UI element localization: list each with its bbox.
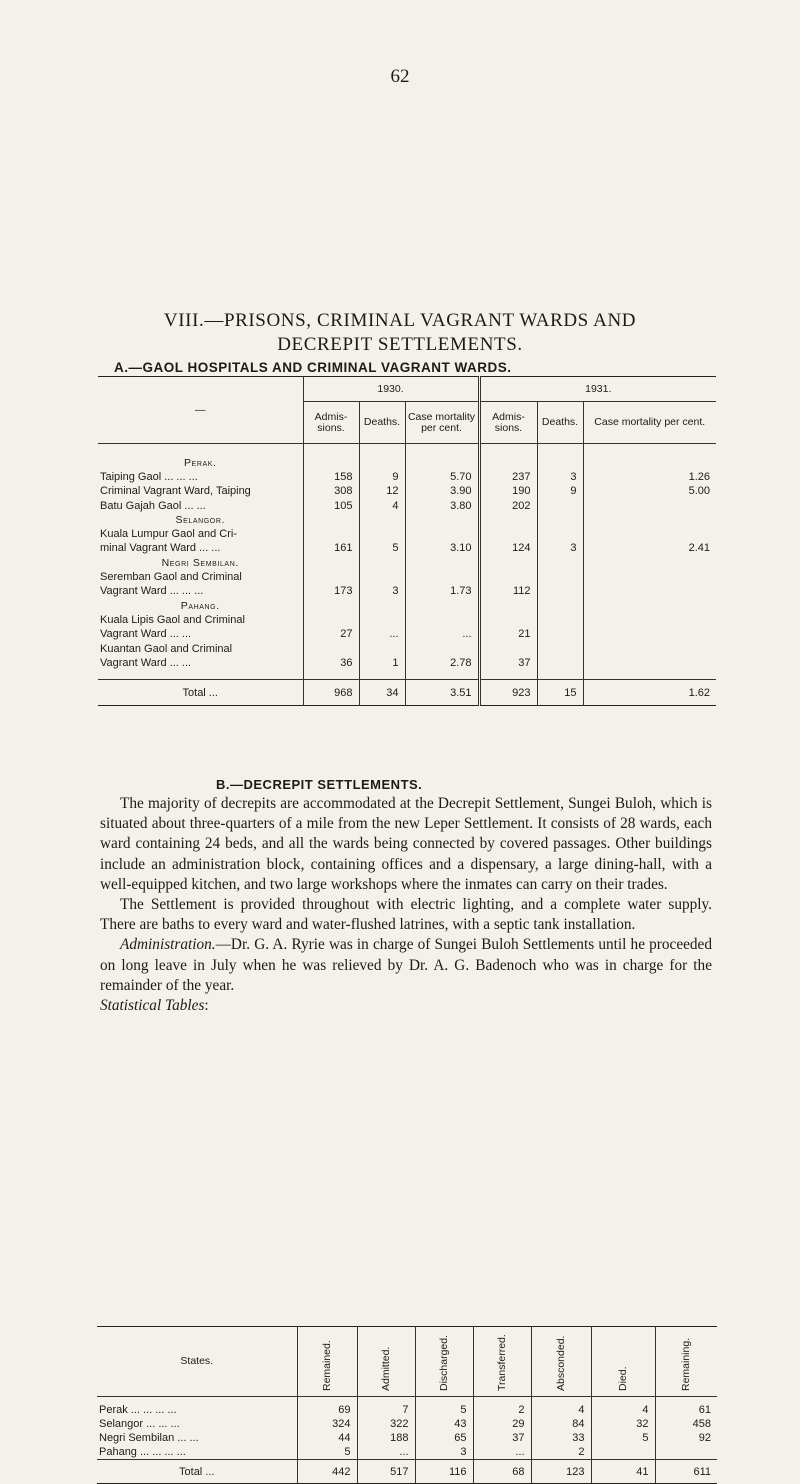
table-cell [591, 1445, 655, 1460]
table-cell [583, 556, 716, 570]
table-cell [303, 456, 359, 470]
total-cell: 611 [693, 1465, 711, 1478]
table-cell [479, 513, 537, 527]
column-header [531, 1327, 591, 1397]
table-cell: 173 [303, 584, 359, 598]
state-heading: Perak. [98, 456, 303, 470]
header-deaths-1931: Deaths. [537, 402, 583, 444]
total-cell: 1.62 [688, 686, 710, 699]
table-total-row [98, 680, 716, 706]
table-cell: 161 [303, 541, 359, 555]
column-header [591, 1327, 655, 1397]
column-header [357, 1327, 415, 1397]
table-cell [583, 570, 716, 584]
table-cell [303, 513, 359, 527]
total-cell: 34 [359, 680, 405, 706]
table-cell [537, 656, 583, 670]
header-year-1930: 1930. [303, 377, 479, 402]
table-row [98, 641, 716, 655]
table-cell [537, 570, 583, 584]
table-cell: 44 [297, 1431, 357, 1445]
table-cell: 190 [479, 484, 537, 498]
table-cell [359, 456, 405, 470]
table-cell: 27 [303, 627, 359, 641]
column-header-text: Remaining. [679, 1337, 692, 1391]
table-cell: 237 [479, 470, 537, 484]
table-cell [479, 613, 537, 627]
table-cell: 322 [357, 1417, 415, 1431]
table-cell: 105 [303, 498, 359, 512]
table-cell: 5 [297, 1445, 357, 1460]
table-cell: 112 [479, 584, 537, 598]
table-cell [405, 527, 479, 541]
table-cell: 2.41 [688, 542, 710, 555]
total-cell: 68 [473, 1460, 531, 1484]
page-number: 62 [390, 66, 410, 87]
table-cell [583, 456, 716, 470]
table-row [98, 627, 716, 641]
table-cell: 33 [531, 1431, 591, 1445]
institution-label: Criminal Vagrant Ward, Taiping [98, 484, 303, 498]
table-cell: 43 [415, 1417, 473, 1431]
table-cell [583, 641, 716, 655]
section-a-heading: A.—GAOL HOSPITALS AND CRIMINAL VAGRANT WARDS. [114, 360, 512, 375]
table-cell: 37 [479, 656, 537, 670]
table-cell [303, 613, 359, 627]
header-dash: — [98, 377, 303, 444]
section-b-heading: B.—DECREPIT SETTLEMENTS. [216, 777, 423, 792]
table-cell: 158 [303, 470, 359, 484]
table-cell: 1.26 [688, 470, 710, 483]
table-cell [405, 613, 479, 627]
table-row [97, 1431, 717, 1445]
table-cell [583, 527, 716, 541]
total-cell: 517 [357, 1460, 415, 1484]
statistical-tables-label: Statistical Tables: [100, 997, 209, 1015]
state-heading: Negri Sembilan. [98, 556, 303, 570]
institution-label: Taiping Gaol ... ... ... [98, 470, 303, 484]
table-cell: 5 [415, 1403, 473, 1417]
total-cell: 41 [591, 1460, 655, 1484]
table-cell [359, 641, 405, 655]
table-cell: 4 [359, 498, 405, 512]
table-cell: 3.80 [405, 498, 479, 512]
gaol-hospitals-table [98, 376, 716, 706]
state-heading: Pahang. [98, 598, 303, 612]
decrepit-settlements-table [97, 1326, 717, 1484]
institution-label: Seremban Gaol and Criminal [98, 570, 303, 584]
column-header-text: Admitted. [379, 1346, 392, 1391]
table-cell: ... [473, 1445, 531, 1460]
table-cell: 3 [415, 1445, 473, 1460]
table-cell: 1.73 [405, 584, 479, 598]
table-cell: 5 [591, 1431, 655, 1445]
column-header: States. [97, 1327, 297, 1397]
institution-label: Vagrant Ward ... ... ... [98, 584, 303, 598]
table-row [98, 498, 716, 512]
column-header [415, 1327, 473, 1397]
paragraph-facilities: The Settlement is provided throughout with electric lighting, and a complete water supply. There are baths to every ward and water-flushed latrines, with a septic tank installation. [100, 896, 712, 934]
table-cell: 3 [537, 541, 583, 555]
table-cell [583, 498, 716, 512]
total-cell: 923 [479, 680, 537, 706]
table-row [98, 470, 716, 484]
table-cell [359, 613, 405, 627]
table-cell: ... [357, 1445, 415, 1460]
table-cell [537, 498, 583, 512]
table-cell [405, 456, 479, 470]
institution-label: Batu Gajah Gaol ... ... [98, 498, 303, 512]
state-label: Selangor ... ... ... [97, 1417, 297, 1431]
institution-label: Kuala Lipis Gaol and Criminal [98, 613, 303, 627]
header-deaths-1930: Deaths. [359, 402, 405, 444]
total-cell: 3.51 [405, 680, 479, 706]
table-cell [303, 598, 359, 612]
institution-label: Kuala Lumpur Gaol and Cri- [98, 527, 303, 541]
table-row [98, 484, 716, 498]
column-header-text: Transferred. [495, 1333, 508, 1391]
table-cell: 3 [537, 470, 583, 484]
table-section-row [98, 456, 716, 470]
administration-text: —Dr. G. A. Ryrie was in charge of Sungei Buloh Settlements until he proceeded on long leave in July when he was relieved by Dr. A. G. Badenoch who was in charge for the remainder of the year. [100, 936, 712, 994]
table-cell: 5.70 [405, 470, 479, 484]
table-cell [479, 598, 537, 612]
table-cell [303, 570, 359, 584]
table-cell [583, 627, 716, 641]
table-cell [537, 456, 583, 470]
state-label: Pahang ... ... ... ... [97, 1445, 297, 1460]
table-cell: 9 [537, 484, 583, 498]
table-cell: ... [405, 627, 479, 641]
state-label: Perak ... ... ... ... [97, 1403, 297, 1417]
table-cell: 324 [297, 1417, 357, 1431]
header-admissions-1930: Admis- sions. [303, 402, 359, 444]
table-cell [303, 641, 359, 655]
table-row [98, 613, 716, 627]
total-cell: 968 [303, 680, 359, 706]
header-case-mortality-1931: Case mortality per cent. [594, 416, 706, 428]
column-header [655, 1327, 717, 1397]
institution-label: minal Vagrant Ward ... ... [98, 541, 303, 555]
table-cell: 3 [359, 584, 405, 598]
total-cell: 123 [531, 1460, 591, 1484]
table-cell [583, 656, 716, 670]
table-cell: 4 [591, 1403, 655, 1417]
total-label: Total ... [97, 1460, 297, 1484]
table-cell [303, 556, 359, 570]
table-cell: 4 [531, 1403, 591, 1417]
table-cell: 7 [357, 1403, 415, 1417]
table-cell: 21 [479, 627, 537, 641]
table-row [98, 541, 716, 555]
table-cell [537, 527, 583, 541]
table-cell [405, 641, 479, 655]
total-cell: 116 [415, 1460, 473, 1484]
table-cell: ... [359, 627, 405, 641]
administration-label: Administration. [120, 936, 216, 954]
table-cell [537, 513, 583, 527]
table-row [98, 656, 716, 670]
table-cell: 61 [698, 1403, 711, 1416]
table-cell [359, 598, 405, 612]
column-header-text: Discharged. [437, 1334, 450, 1391]
table-cell [583, 513, 716, 527]
table-cell: 5 [359, 541, 405, 555]
table-cell [405, 556, 479, 570]
table-cell [537, 584, 583, 598]
header-admissions-1931: Admis- sions. [479, 402, 537, 444]
table-row [98, 584, 716, 598]
table-cell: 69 [297, 1403, 357, 1417]
table-cell [359, 513, 405, 527]
table-cell: 2.78 [405, 656, 479, 670]
table-cell: 84 [531, 1417, 591, 1431]
table-cell: 3.10 [405, 541, 479, 555]
table-total-row [97, 1460, 717, 1484]
total-cell: 15 [537, 680, 583, 706]
table-cell: 9 [359, 470, 405, 484]
table-cell [537, 641, 583, 655]
table-cell [537, 556, 583, 570]
column-header-text: Absconded. [554, 1335, 567, 1391]
body-text [100, 794, 712, 1016]
table-cell [479, 570, 537, 584]
table-cell: 1 [359, 656, 405, 670]
table-cell [537, 598, 583, 612]
table-cell [405, 570, 479, 584]
paragraph-settlement: The majority of decrepits are accommodated at the Decrepit Settlement, Sungei Buloh, which is situated about three-quarters of a mile from the new Leper Settlement. It consists of 28 wards, each ward containing 24 beds, and all the wards being connected by covered passages. Other buildings include an administration block, containing offices and a dispensary, a large dining-hall, with a well-equipped kitchen, and two large workshops where the inmates can carry on their trades. [100, 795, 712, 893]
table-section-row [98, 598, 716, 612]
header-case-mortality-1930: Case mortality per cent. [405, 402, 479, 444]
institution-label: Kuantan Gaol and Criminal [98, 641, 303, 655]
table-section-row [98, 556, 716, 570]
table-cell: 12 [359, 484, 405, 498]
table-cell: 308 [303, 484, 359, 498]
table-cell: 458 [692, 1417, 711, 1430]
table-cell: 92 [698, 1432, 711, 1445]
table-cell: 36 [303, 656, 359, 670]
table-row [98, 570, 716, 584]
table-cell [583, 598, 716, 612]
table-cell [583, 613, 716, 627]
table-cell [537, 613, 583, 627]
header-year-1931: 1931. [479, 377, 716, 402]
chapter-title-line2: DECREPIT SETTLEMENTS. [277, 334, 523, 355]
state-heading: Selangor. [98, 513, 303, 527]
table-row [97, 1417, 717, 1431]
table-cell: 188 [357, 1431, 415, 1445]
table-cell [479, 556, 537, 570]
table-row [97, 1403, 717, 1417]
table-row [98, 527, 716, 541]
decrepit-table-body [97, 1397, 717, 1484]
table-cell [479, 527, 537, 541]
table-cell: 29 [473, 1417, 531, 1431]
state-label: Negri Sembilan ... ... [97, 1431, 297, 1445]
table-cell [405, 513, 479, 527]
column-header-text: Died. [616, 1365, 629, 1391]
table-cell [303, 527, 359, 541]
table-cell: 65 [415, 1431, 473, 1445]
column-header-text: Remained. [320, 1339, 333, 1391]
table-section-row [98, 513, 716, 527]
table-cell: 2 [473, 1403, 531, 1417]
table-cell: 32 [591, 1417, 655, 1431]
institution-label: Vagrant Ward ... ... [98, 627, 303, 641]
table-cell [583, 584, 716, 598]
total-cell: 442 [297, 1460, 357, 1484]
column-header [473, 1327, 531, 1397]
table-cell [359, 527, 405, 541]
table-cell [359, 570, 405, 584]
table-cell: 5.00 [688, 485, 710, 498]
table-cell [359, 556, 405, 570]
table-cell: 2 [531, 1445, 591, 1460]
table-cell: 124 [479, 541, 537, 555]
gaol-table-body [98, 444, 716, 706]
table-cell [479, 641, 537, 655]
table-row [97, 1445, 717, 1460]
table-cell: 202 [479, 498, 537, 512]
column-header [297, 1327, 357, 1397]
table-cell [655, 1445, 717, 1460]
table-cell: 37 [473, 1431, 531, 1445]
table-cell: 3.90 [405, 484, 479, 498]
table-cell [537, 627, 583, 641]
table-cell [405, 598, 479, 612]
total-label: Total ... [98, 680, 303, 706]
chapter-title-line1: VIII.—PRISONS, CRIMINAL VAGRANT WARDS AND [163, 310, 637, 331]
paragraph-administration [100, 935, 712, 996]
institution-label: Vagrant Ward ... ... [98, 656, 303, 670]
table-cell [479, 456, 537, 470]
